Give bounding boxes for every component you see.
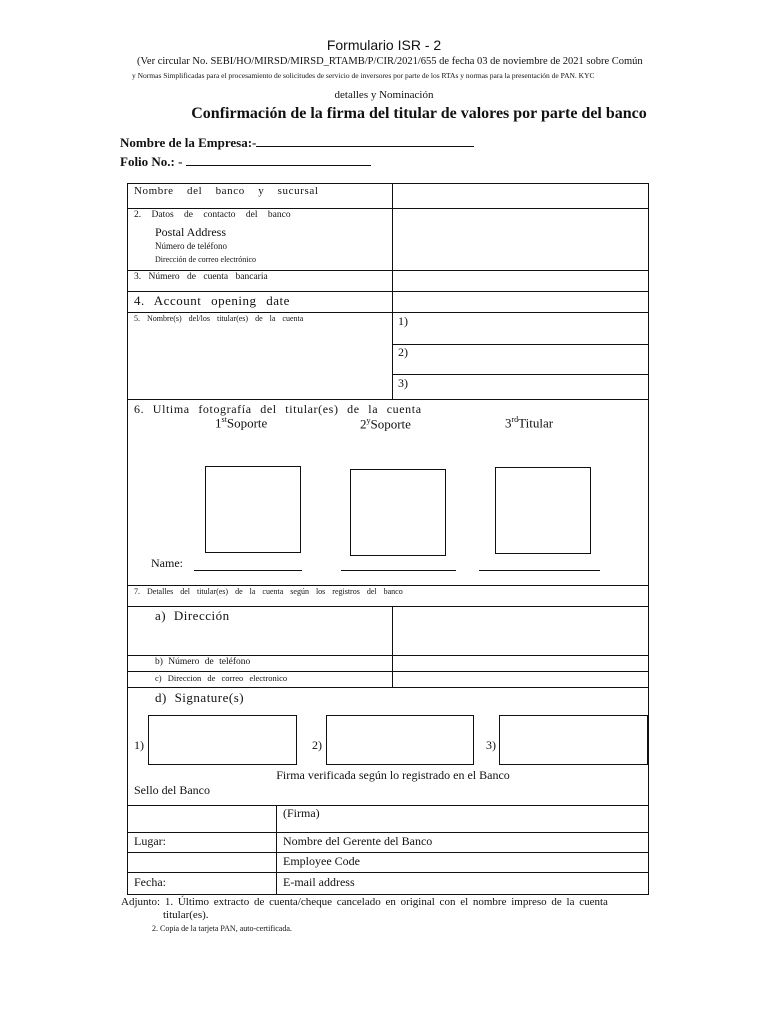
column-divider — [392, 606, 393, 687]
row-divider — [127, 655, 649, 656]
folio-field — [120, 153, 371, 170]
row-divider — [127, 585, 649, 586]
form-title: Formulario ISR - 2 — [326, 37, 442, 53]
signature-box-1[interactable] — [148, 715, 297, 765]
employee-code-label: Employee Code — [283, 854, 360, 868]
bank-contact-label: 2. Datos de contacto del banco — [134, 210, 291, 220]
signatures-label: d) Signature(s) — [155, 690, 245, 705]
row-divider — [127, 606, 649, 607]
row-divider — [127, 312, 649, 313]
bank-branch-label: Nombre del banco y sucursal — [134, 185, 319, 197]
name-line-2[interactable] — [341, 570, 456, 571]
holder-name-2-label: 2) — [398, 345, 408, 359]
name-line-1[interactable] — [194, 570, 302, 571]
bank-seal-label: Sello del Banco — [134, 783, 210, 797]
email-label: c) Direccion de correo electronico — [155, 673, 288, 683]
holder-3-title: Titular — [518, 415, 554, 431]
manager-name-label: Nombre del Gerente del Banco — [283, 834, 433, 848]
holder-2-suffix: y — [366, 416, 371, 425]
folio-label: Folio No.: - — [120, 154, 183, 169]
account-number-label: 3. Número de cuenta bancaria — [134, 272, 268, 282]
bank-contact-input[interactable] — [394, 210, 647, 269]
row-divider — [127, 687, 649, 688]
circular-line-2: y Normas Simplificadas para el procesamiento de solicitudes de servicio de inversores por parte de los RTAs y normas para la presentación de PAN. KYC — [132, 71, 595, 80]
row-divider — [127, 399, 649, 400]
phone-input[interactable] — [394, 657, 647, 670]
holder-1-suffix: st — [221, 415, 227, 424]
holder-1-heading — [215, 415, 267, 431]
firma-label: (Firma) — [283, 806, 320, 820]
account-opening-date-input[interactable] — [394, 293, 647, 311]
holder-name-2-input[interactable] — [394, 345, 647, 373]
photo-box-2[interactable] — [350, 469, 446, 556]
row-divider — [127, 208, 649, 209]
photo-section-label: 6. Ultima fotografía del titular(es) de la cuenta — [134, 402, 422, 416]
phone-label: b) Número de teléfono — [155, 657, 251, 667]
verified-text: Firma verificada según lo registrado en el Banco — [276, 768, 510, 782]
column-divider — [276, 805, 277, 895]
row-divider — [127, 872, 649, 873]
email-address-label: E-mail address — [283, 875, 355, 889]
attachment-line-1b: titular(es). — [163, 909, 209, 921]
signature-2-label: 2) — [312, 738, 322, 752]
photo-box-3[interactable] — [495, 467, 591, 554]
holder-name-3-input[interactable] — [394, 375, 647, 398]
signature-1-label: 1) — [134, 738, 144, 752]
account-number-input[interactable] — [394, 272, 647, 290]
holder-name-1-input[interactable] — [394, 314, 647, 343]
row-divider — [127, 291, 649, 292]
company-label: Nombre de la Empresa:- — [120, 135, 257, 150]
bank-email-label: Dirección de correo electrónico — [155, 255, 257, 264]
circular-line-3: detalles y Nominación — [334, 89, 434, 101]
records-details-label: 7. Detalles del titular(es) de la cuenta según los registros del banco — [134, 587, 403, 596]
circular-line-1: (Ver circular No. SEBI/HO/MIRSD/MIRSD_RTAMB/P/CIR/2021/655 de fecha 03 de noviembre de 2021 sobre Común — [137, 56, 643, 67]
address-label: a) Dirección — [155, 608, 230, 623]
photo-box-1[interactable] — [205, 466, 301, 553]
main-title: Confirmación de la firma del titular de valores por parte del banco — [191, 105, 647, 122]
postal-address-label: Postal Address — [155, 225, 227, 239]
holder-1-title: Soporte — [226, 415, 268, 431]
account-opening-date-label: 4. Account opening date — [134, 293, 290, 308]
date-label: Fecha: — [134, 875, 166, 889]
column-divider — [392, 183, 393, 399]
holder-3-number: 3 — [505, 415, 512, 431]
holder-1-number: 1 — [215, 415, 222, 431]
company-field — [120, 134, 474, 151]
holder-2-number: 2 — [360, 416, 367, 432]
attachment-line-2: 2. Copia de la tarjeta PAN, auto-certificada. — [152, 924, 292, 933]
holder-2-heading — [360, 416, 411, 432]
holder-name-1-label: 1) — [398, 314, 408, 328]
address-input[interactable] — [394, 608, 647, 654]
row-divider — [127, 805, 649, 806]
email-input[interactable] — [394, 673, 647, 686]
company-input[interactable] — [256, 134, 474, 147]
row-divider — [127, 671, 649, 672]
signature-box-2[interactable] — [326, 715, 474, 765]
row-divider — [127, 852, 649, 853]
holder-3-suffix: rd — [511, 415, 519, 424]
name-line-3[interactable] — [479, 570, 600, 571]
signature-box-3[interactable] — [499, 715, 648, 765]
row-divider — [127, 832, 649, 833]
row-divider — [127, 270, 649, 271]
holder-names-label: 5. Nombre(s) del/los titular(es) de la cuenta — [134, 314, 304, 323]
place-label: Lugar: — [134, 834, 166, 848]
photo-name-label: Name: — [151, 556, 183, 570]
folio-input[interactable] — [186, 153, 371, 166]
holder-name-3-label: 3) — [398, 376, 408, 390]
bank-branch-input[interactable] — [394, 185, 647, 207]
attachment-line-1: Adjunto: 1. Último extracto de cuenta/cheque cancelado en original con el nombre impreso de la cuenta — [121, 896, 608, 908]
bank-phone-label: Número de teléfono — [155, 241, 227, 251]
signature-3-label: 3) — [486, 738, 496, 752]
holder-3-heading — [505, 415, 553, 431]
holder-2-title: Soporte — [370, 416, 411, 432]
